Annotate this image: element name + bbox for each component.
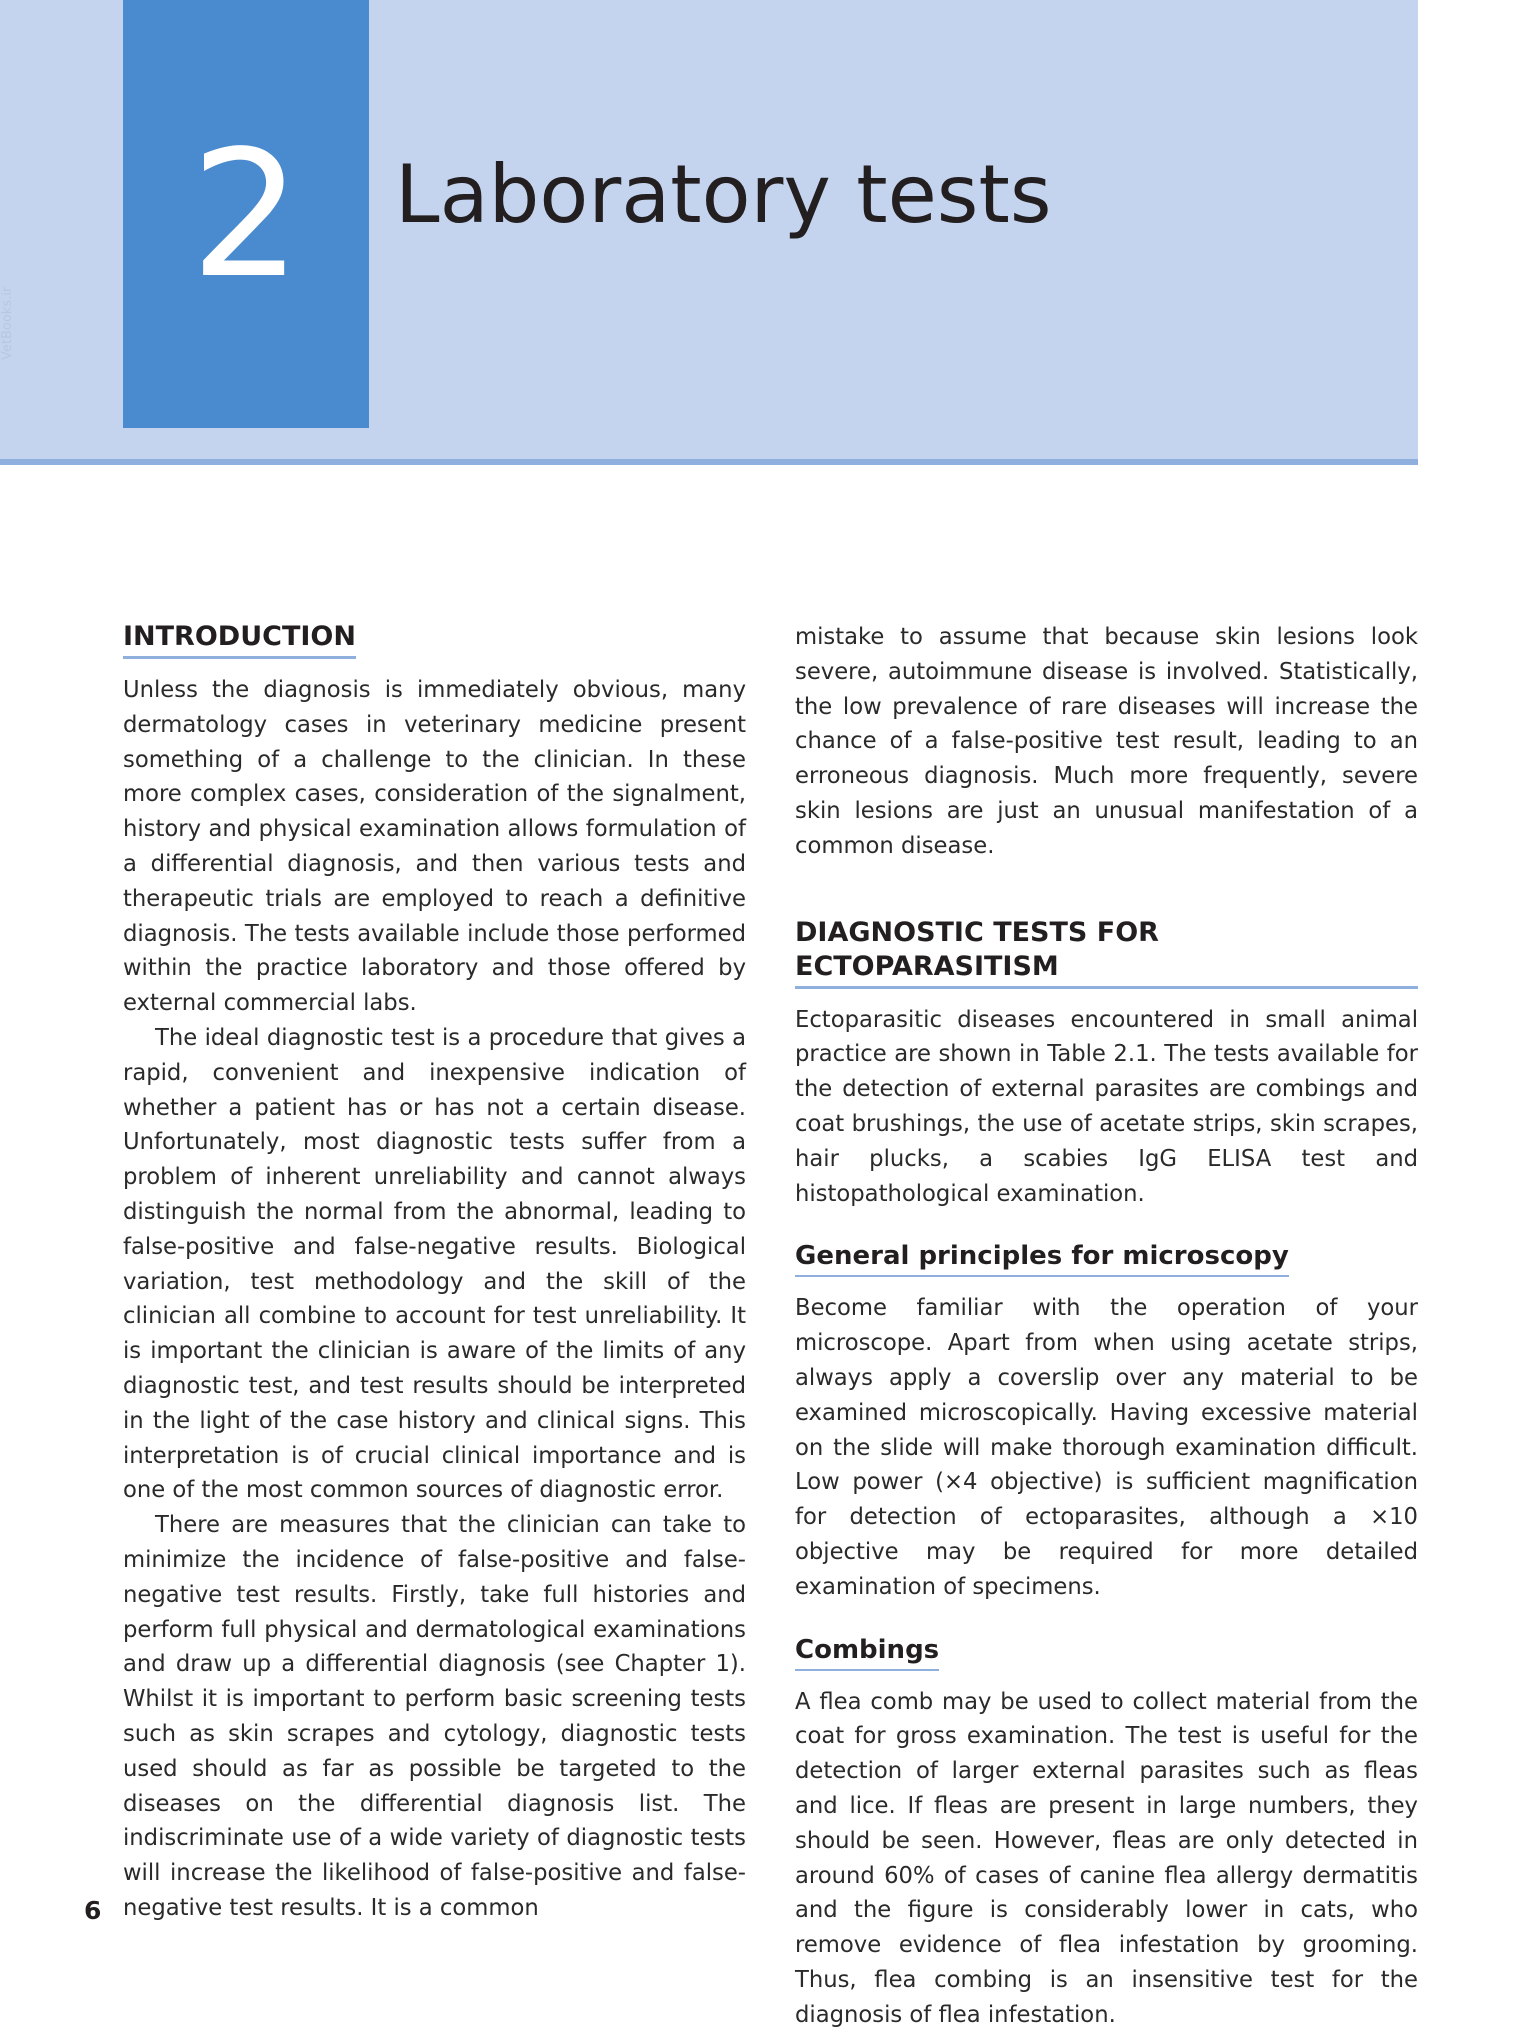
header-divider — [0, 459, 1418, 465]
paragraph: Unless the diagnosis is immediately obvious, many dermatology cases in veterinary medicine present something of a challenge to the clinician. In these more complex cases, consideration of the signalment, history and physical examination allows formulation of a differential diagnosis, and then various tests and therapeutic trials are employed to reach a definitive diagnosis. The tests available include those performed within the practice laboratory and those offered by external commercial labs. — [123, 677, 746, 1017]
chapter-number-box — [123, 0, 369, 428]
paragraph: A flea comb may be used to collect material from the coat for gross examination. The test is useful for the detection of larger external parasites such as fleas and lice. If fleas are present in large numbers, they should be seen. However, fleas are only detected in around 60% of cases of canine flea allergy dermatitis and the figure is considerably lower in cats, who remove evidence of flea infestation by grooming. Thus, flea combing is an insensitive test for the diagnosis of flea infestation. — [795, 1688, 1418, 2028]
paragraph: Become familiar with the operation of your microscope. Apart from when using acetate strips, always apply a coverslip over any material to be examined microscopically. Having excessive material on the slide will make thorough examination difficult. Low power (×4 objective) is sufficient magnification for detection of ectoparasites, although a ×10 objective may be required for more detailed examination of specimens. — [795, 1295, 1418, 1600]
spacer — [795, 1605, 1418, 1633]
section-heading-introduction: INTRODUCTION — [123, 620, 356, 659]
chapter-number: 2 — [190, 114, 302, 317]
paragraph: Ectoparasitic diseases encountered in small animal practice are shown in Table 2.1. The tests available for the detection of external parasites are combings and coat brushings, the use of acetate strips, skin scrapes, hair plucks, a scabies IgG ELISA test and histopathological examination. — [795, 1006, 1418, 1207]
right-column — [795, 620, 1418, 2033]
chapter-title: Laboratory tests — [395, 148, 1052, 241]
subheading-microscopy: General principles for microscopy — [795, 1239, 1289, 1277]
subheading-combings: Combings — [795, 1633, 939, 1671]
page-number: 6 — [84, 1896, 102, 1925]
section-heading-ectoparasitism: DIAGNOSTIC TESTS FOR ECTOPARASITISM — [795, 916, 1418, 989]
watermark: VetBooks.ir — [0, 286, 15, 360]
spacer — [795, 864, 1418, 916]
paragraph: There are measures that the clinician can take to minimize the incidence of false-positive and false-negative test results. Firstly, take full histories and perform full physical and dermatological examinations and draw up a differential diagnosis (see Chapter 1). Whilst it is important to perform basic screening tests such as skin scrapes and cytology, diagnostic tests used should as far as possible be targeted to the diseases on the differential diagnosis list. The indiscriminate use of a wide variety of diagnostic tests will increase the likelihood of false-positive and false-negative test results. It is a common — [123, 1512, 746, 1921]
paragraph: The ideal diagnostic test is a procedure that gives a rapid, convenient and inexpensive indication of whether a patient has or has not a certain disease. Unfortunately, most diagnostic tests suffer from a problem of inherent unreliability and cannot always distinguish the normal from the abnormal, leading to false-positive and false-negative results. Biological variation, test methodology and the skill of the clinician all combine to account for test unreliability. It is important the clinician is aware of the limits of any diagnostic test, and test results should be interpreted in the light of the case history and clinical signs. This interpretation is of crucial clinical importance and is one of the most common sources of diagnostic error. — [123, 1024, 746, 1504]
paragraph-continuation: mistake to assume that because skin lesions look severe, autoimmune disease is involved. Statistically, the low prevalence of rare diseases will increase the chance of a false-positive test result, leading to an erroneous diagnosis. Much more frequently, severe skin lesions are just an unusual manifestation of a common disease. — [795, 624, 1418, 859]
spacer — [795, 1211, 1418, 1239]
left-column — [123, 620, 746, 1926]
